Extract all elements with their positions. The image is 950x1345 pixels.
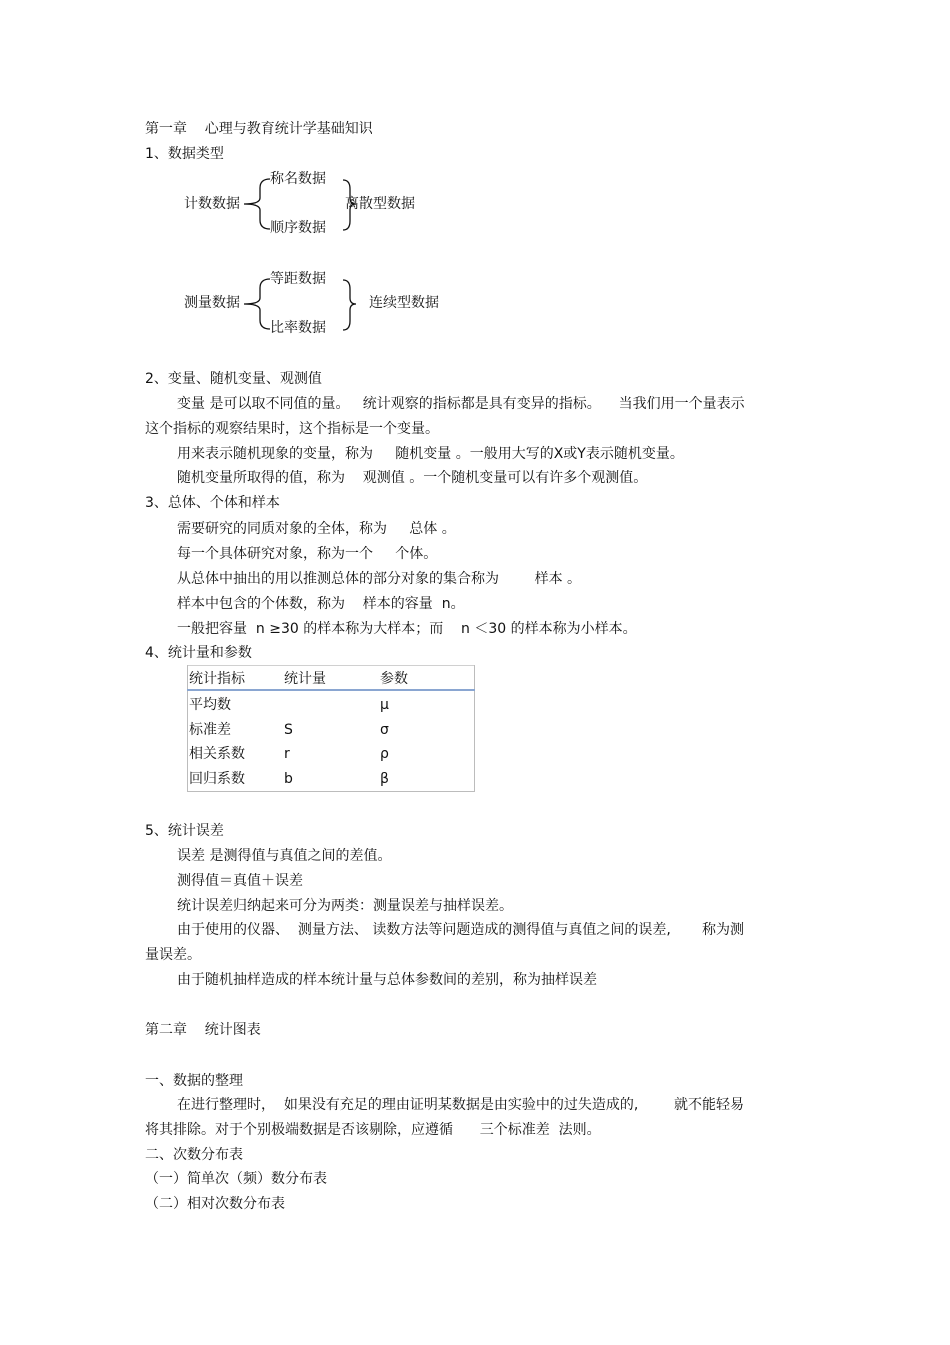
count-data-label: 计数数据 <box>184 196 240 212</box>
table-cell: S <box>284 722 293 738</box>
paragraph: 每一个具体研究对象，称为一个 个体。 <box>177 546 438 562</box>
table-cell: b <box>284 771 293 787</box>
paragraph: 这个指标的观察结果时，这个指标是一个变量。 <box>145 421 439 437</box>
table-header-cell: 统计指标 <box>189 671 245 687</box>
chapter-1-title: 第一章 心理与教育统计学基础知识 <box>145 121 373 137</box>
paragraph: 需要研究的同质对象的全体，称为 总体 。 <box>177 521 456 537</box>
ratio-data-label: 比率数据 <box>270 320 326 336</box>
continuous-data-label: 连续型数据 <box>369 295 439 311</box>
paragraph: 统计误差归纳起来可分为两类：测量误差与抽样误差。 <box>177 898 513 914</box>
paragraph: 由于使用的仪器、 测量方法、 读数方法等问题造成的测得值与真值之间的误差, 称为测 <box>177 922 744 938</box>
paragraph: 误差 是测得值与真值之间的差值。 <box>177 848 392 864</box>
paragraph: 在进行整理时， 如果没有充足的理由证明某数据是由实验中的过失造成的, 就不能轻易 <box>177 1097 744 1113</box>
paragraph: 量误差。 <box>145 947 201 963</box>
paragraph: 样本中包含的个体数，称为 样本的容量 n。 <box>177 596 465 612</box>
paragraph: 将其排除。对于个别极端数据是否该剔除，应遵循 三个标准差 法则。 <box>145 1122 601 1138</box>
paragraph: 测得值＝真值＋误差 <box>177 873 303 889</box>
section-3-heading: 3、总体、个体和样本 <box>145 495 280 511</box>
section-1-heading: 1、数据类型 <box>145 146 224 162</box>
discrete-data-label: 离散型数据 <box>345 196 415 212</box>
ordinal-data-label: 顺序数据 <box>270 220 326 236</box>
measurement-data-label: 测量数据 <box>184 295 240 311</box>
section-5-heading: 5、统计误差 <box>145 823 224 839</box>
paragraph: 变量 是可以取不同值的量。 统计观察的指标都是具有变异的指标。 当我们用一个量表示 <box>177 396 745 412</box>
table-cell: r <box>284 746 290 762</box>
paragraph: 一般把容量 n ≥30 的样本称为大样本；而 n ＜30 的样本称为小样本。 <box>177 621 637 637</box>
right-brace-icon <box>340 278 360 334</box>
left-brace-icon <box>240 276 274 332</box>
left-brace-icon <box>240 176 274 232</box>
paragraph: 由于随机抽样造成的样本统计量与总体参数间的差别，称为抽样误差 <box>177 972 597 988</box>
table-cell: μ <box>380 697 389 713</box>
table-cell: 标准差 <box>189 722 231 738</box>
interval-data-label: 等距数据 <box>270 271 326 287</box>
nominal-data-label: 称名数据 <box>270 171 326 187</box>
table-header-cell: 参数 <box>380 671 408 687</box>
table-cell: σ <box>380 722 389 738</box>
paragraph: 从总体中抽出的用以推测总体的部分对象的集合称为 样本 。 <box>177 571 582 587</box>
chapter-2-title: 第二章 统计图表 <box>145 1022 261 1038</box>
table-cell: ρ <box>380 746 389 762</box>
table-cell: β <box>380 771 389 787</box>
section-heading: 一、数据的整理 <box>145 1073 243 1089</box>
section-4-heading: 4、统计量和参数 <box>145 645 252 661</box>
paragraph: 随机变量所取得的值，称为 观测值 。一个随机变量可以有许多个观测值。 <box>177 470 648 486</box>
section-2-heading: 2、变量、随机变量、观测值 <box>145 371 322 387</box>
table-header-cell: 统计量 <box>284 671 326 687</box>
table-cell: 回归系数 <box>189 771 245 787</box>
list-item: （二）相对次数分布表 <box>145 1196 285 1212</box>
table-cell: 相关系数 <box>189 746 245 762</box>
table-header-divider <box>187 689 475 691</box>
paragraph: 用来表示随机现象的变量，称为 随机变量 。一般用大写的X或Y表示随机变量。 <box>177 446 684 462</box>
list-item: （一）简单次（频）数分布表 <box>145 1171 327 1187</box>
section-heading: 二、次数分布表 <box>145 1147 243 1163</box>
table-cell: 平均数 <box>189 697 231 713</box>
